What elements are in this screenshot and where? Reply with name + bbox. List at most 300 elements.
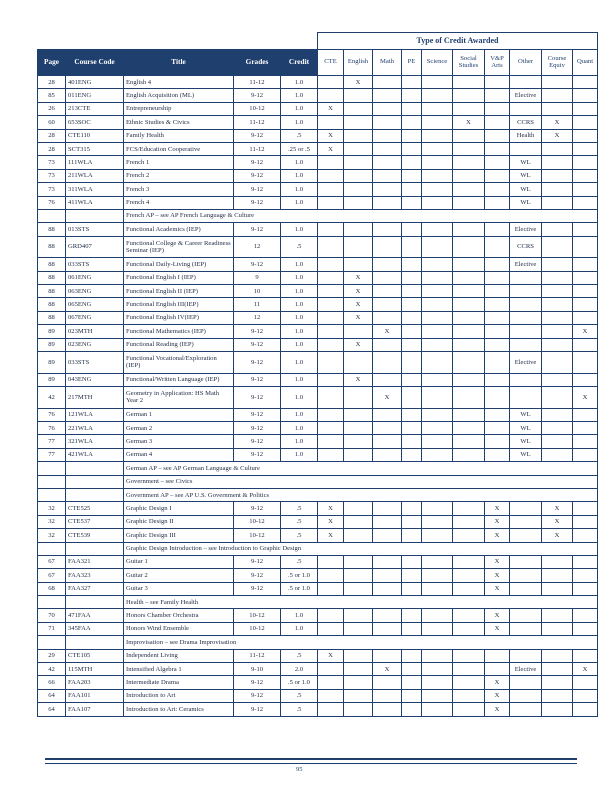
credit-mark-science bbox=[422, 258, 453, 271]
credit-mark-pe bbox=[402, 421, 422, 434]
title-cell: Functional English III(IEP) bbox=[124, 298, 234, 311]
title-cell: French 4 bbox=[124, 196, 234, 209]
table-row bbox=[38, 325, 598, 338]
credit-mark-quant bbox=[573, 223, 598, 236]
course-code-cell: CTE105 bbox=[66, 649, 124, 662]
credit-mark-math bbox=[373, 448, 402, 461]
credit-mark-cte bbox=[318, 676, 344, 689]
credit-mark-quant bbox=[573, 689, 598, 702]
credit-mark-pe bbox=[402, 622, 422, 635]
credit-mark-cte bbox=[318, 555, 344, 568]
title-cell: Guitar 3 bbox=[124, 582, 234, 595]
table-row bbox=[38, 515, 598, 528]
credit-mark-cte bbox=[318, 582, 344, 595]
empty-cell bbox=[38, 488, 66, 501]
credit-mark-v-p-arts bbox=[485, 169, 510, 182]
title-cell: Entrepreneurship bbox=[124, 102, 234, 115]
credit-cell: .5 bbox=[281, 703, 318, 716]
credit-mark-quant bbox=[573, 529, 598, 542]
credit-mark-science bbox=[422, 502, 453, 515]
credit-mark-course-equiv bbox=[542, 387, 573, 409]
credit-mark-v-p-arts bbox=[485, 142, 510, 155]
credit-mark-quant bbox=[573, 448, 598, 461]
credit-mark-v-p-arts bbox=[485, 223, 510, 236]
credit-mark-math bbox=[373, 76, 402, 89]
credit-mark-math bbox=[373, 285, 402, 298]
title-cell: French 2 bbox=[124, 169, 234, 182]
credit-mark-english bbox=[344, 689, 373, 702]
credit-mark-other bbox=[510, 311, 542, 324]
credit-mark-quant bbox=[573, 271, 598, 284]
credit-mark-other bbox=[510, 102, 542, 115]
credit-mark-social-studies bbox=[453, 515, 485, 528]
credit-mark-v-p-arts: X bbox=[485, 515, 510, 528]
credit-mark-cte bbox=[318, 76, 344, 89]
credit-mark-quant bbox=[573, 298, 598, 311]
credit-cell: 1.0 bbox=[281, 325, 318, 338]
cross-reference-note: Government – see Civics bbox=[124, 475, 598, 488]
grades-cell: 9-12 bbox=[234, 582, 281, 595]
column-header-page: Page bbox=[38, 50, 66, 76]
credit-mark-course-equiv bbox=[542, 298, 573, 311]
credit-mark-science bbox=[422, 338, 453, 351]
credit-mark-course-equiv bbox=[542, 223, 573, 236]
credit-mark-science bbox=[422, 298, 453, 311]
page-cell: 88 bbox=[38, 258, 66, 271]
credit-mark-cte: X bbox=[318, 529, 344, 542]
credit-mark-v-p-arts: X bbox=[485, 622, 510, 635]
cross-reference-row bbox=[38, 475, 598, 488]
table-row bbox=[38, 298, 598, 311]
credit-mark-other: WL bbox=[510, 435, 542, 448]
credit-mark-science bbox=[422, 129, 453, 142]
credit-mark-social-studies bbox=[453, 338, 485, 351]
page-cell: 66 bbox=[38, 676, 66, 689]
credit-mark-cte bbox=[318, 236, 344, 258]
credit-mark-science bbox=[422, 102, 453, 115]
credit-mark-quant bbox=[573, 196, 598, 209]
credit-mark-math bbox=[373, 408, 402, 421]
credit-cell: .5 bbox=[281, 502, 318, 515]
credit-mark-quant bbox=[573, 169, 598, 182]
credit-mark-v-p-arts bbox=[485, 183, 510, 196]
credit-mark-pe bbox=[402, 448, 422, 461]
credit-mark-english: X bbox=[344, 271, 373, 284]
credit-mark-course-equiv bbox=[542, 663, 573, 676]
credit-cell: 1.0 bbox=[281, 183, 318, 196]
credit-mark-science bbox=[422, 156, 453, 169]
credit-mark-english bbox=[344, 529, 373, 542]
credit-cell: 1.0 bbox=[281, 196, 318, 209]
table-row bbox=[38, 649, 598, 662]
grades-cell: 9-12 bbox=[234, 703, 281, 716]
grades-cell: 9-12 bbox=[234, 387, 281, 409]
credit-mark-v-p-arts bbox=[485, 285, 510, 298]
cross-reference-row bbox=[38, 488, 598, 501]
title-cell: Functional College & Career Readiness Seminar (IEP) bbox=[124, 236, 234, 258]
credit-mark-math bbox=[373, 373, 402, 386]
grades-cell: 9 bbox=[234, 271, 281, 284]
credit-mark-v-p-arts bbox=[485, 102, 510, 115]
empty-cell bbox=[38, 209, 66, 222]
credit-mark-cte bbox=[318, 663, 344, 676]
credit-mark-pe bbox=[402, 373, 422, 386]
grades-cell: 10 bbox=[234, 285, 281, 298]
credit-mark-english bbox=[344, 622, 373, 635]
grades-cell: 9-12 bbox=[234, 555, 281, 568]
credit-mark-science bbox=[422, 116, 453, 129]
credit-mark-course-equiv: X bbox=[542, 529, 573, 542]
cross-reference-note: French AP – see AP French Language & Culture bbox=[124, 209, 598, 222]
credit-mark-cte: X bbox=[318, 129, 344, 142]
credit-mark-english bbox=[344, 183, 373, 196]
credit-mark-pe bbox=[402, 223, 422, 236]
table-row bbox=[38, 196, 598, 209]
credit-mark-english bbox=[344, 387, 373, 409]
credit-mark-cte bbox=[318, 689, 344, 702]
credit-mark-v-p-arts: X bbox=[485, 555, 510, 568]
credit-mark-cte bbox=[318, 373, 344, 386]
credit-mark-english bbox=[344, 258, 373, 271]
credit-mark-quant bbox=[573, 676, 598, 689]
credit-mark-social-studies bbox=[453, 663, 485, 676]
credit-mark-english bbox=[344, 515, 373, 528]
grades-cell: 11-12 bbox=[234, 116, 281, 129]
credit-cell: 1.0 bbox=[281, 223, 318, 236]
credit-mark-english bbox=[344, 502, 373, 515]
title-cell: German 2 bbox=[124, 421, 234, 434]
credit-type-header-science: Science bbox=[422, 50, 453, 76]
page-cell: 88 bbox=[38, 285, 66, 298]
credit-mark-v-p-arts bbox=[485, 352, 510, 374]
table-row bbox=[38, 582, 598, 595]
credit-mark-v-p-arts: X bbox=[485, 502, 510, 515]
grades-cell: 10-12 bbox=[234, 515, 281, 528]
credit-cell: .5 bbox=[281, 555, 318, 568]
credit-mark-social-studies bbox=[453, 689, 485, 702]
page-cell: 32 bbox=[38, 515, 66, 528]
table-row bbox=[38, 169, 598, 182]
credit-mark-quant: X bbox=[573, 325, 598, 338]
credit-mark-course-equiv bbox=[542, 676, 573, 689]
credit-mark-other bbox=[510, 689, 542, 702]
credit-mark-science bbox=[422, 89, 453, 102]
credit-mark-v-p-arts bbox=[485, 76, 510, 89]
credit-mark-cte bbox=[318, 271, 344, 284]
grades-cell: 9-12 bbox=[234, 421, 281, 434]
title-cell: Graphic Design I bbox=[124, 502, 234, 515]
credit-mark-v-p-arts bbox=[485, 373, 510, 386]
credit-mark-other: Elective bbox=[510, 258, 542, 271]
table-row bbox=[38, 116, 598, 129]
credit-type-header-v-p-arts: V&P Arts bbox=[485, 50, 510, 76]
credit-mark-quant bbox=[573, 116, 598, 129]
grades-cell: 9-12 bbox=[234, 223, 281, 236]
credit-mark-english: X bbox=[344, 373, 373, 386]
page-cell: 76 bbox=[38, 408, 66, 421]
grades-cell: 10-12 bbox=[234, 622, 281, 635]
course-code-cell: 211WLA bbox=[66, 169, 124, 182]
title-cell: Graphic Design III bbox=[124, 529, 234, 542]
credit-mark-social-studies bbox=[453, 183, 485, 196]
page-cell: 88 bbox=[38, 311, 66, 324]
credit-mark-v-p-arts bbox=[485, 311, 510, 324]
credit-mark-cte bbox=[318, 89, 344, 102]
credit-mark-pe bbox=[402, 142, 422, 155]
credit-mark-math bbox=[373, 703, 402, 716]
title-cell: English Acquisition (ML) bbox=[124, 89, 234, 102]
credit-mark-other bbox=[510, 622, 542, 635]
credit-mark-other: WL bbox=[510, 169, 542, 182]
credit-cell: 1.0 bbox=[281, 169, 318, 182]
empty-cell bbox=[66, 636, 124, 649]
credit-mark-math bbox=[373, 129, 402, 142]
table-row bbox=[38, 529, 598, 542]
credit-mark-quant bbox=[573, 373, 598, 386]
credit-mark-math bbox=[373, 89, 402, 102]
credit-mark-science bbox=[422, 352, 453, 374]
course-code-cell: 421WLA bbox=[66, 448, 124, 461]
credit-mark-social-studies bbox=[453, 703, 485, 716]
credit-mark-science bbox=[422, 76, 453, 89]
credit-mark-course-equiv bbox=[542, 609, 573, 622]
credit-mark-pe bbox=[402, 502, 422, 515]
credit-mark-cte bbox=[318, 421, 344, 434]
credit-mark-course-equiv bbox=[542, 183, 573, 196]
credit-mark-course-equiv bbox=[542, 582, 573, 595]
credit-mark-course-equiv: X bbox=[542, 515, 573, 528]
page-cell: 77 bbox=[38, 448, 66, 461]
grades-cell: 9-12 bbox=[234, 169, 281, 182]
credit-mark-pe bbox=[402, 338, 422, 351]
credit-mark-science bbox=[422, 649, 453, 662]
credit-mark-other: Elective bbox=[510, 352, 542, 374]
credit-mark-social-studies bbox=[453, 102, 485, 115]
credit-mark-other bbox=[510, 338, 542, 351]
grades-cell: 9-12 bbox=[234, 352, 281, 374]
credit-mark-course-equiv bbox=[542, 311, 573, 324]
credit-mark-course-equiv bbox=[542, 196, 573, 209]
credit-mark-v-p-arts bbox=[485, 89, 510, 102]
credit-mark-social-studies bbox=[453, 609, 485, 622]
course-code-cell: 401ENG bbox=[66, 76, 124, 89]
table-row bbox=[38, 569, 598, 582]
course-code-cell: 011ENG bbox=[66, 89, 124, 102]
credit-mark-quant bbox=[573, 555, 598, 568]
credit-mark-social-studies bbox=[453, 76, 485, 89]
credit-mark-pe bbox=[402, 236, 422, 258]
page-cell: 42 bbox=[38, 387, 66, 409]
credit-mark-science bbox=[422, 142, 453, 155]
course-code-cell: 067ENG bbox=[66, 311, 124, 324]
credit-mark-v-p-arts: X bbox=[485, 569, 510, 582]
credit-mark-science bbox=[422, 196, 453, 209]
table-row bbox=[38, 676, 598, 689]
credit-mark-v-p-arts bbox=[485, 116, 510, 129]
course-code-cell: FAA327 bbox=[66, 582, 124, 595]
credit-mark-pe bbox=[402, 311, 422, 324]
credit-mark-other bbox=[510, 285, 542, 298]
empty-cell bbox=[38, 596, 66, 609]
credit-mark-english bbox=[344, 448, 373, 461]
credit-mark-cte bbox=[318, 169, 344, 182]
credit-cell: 1.0 bbox=[281, 116, 318, 129]
credit-mark-cte bbox=[318, 569, 344, 582]
credit-mark-english: X bbox=[344, 338, 373, 351]
column-header-course-code: Course Code bbox=[66, 50, 124, 76]
credit-mark-pe bbox=[402, 555, 422, 568]
title-cell: Guitar 1 bbox=[124, 555, 234, 568]
credit-mark-english bbox=[344, 196, 373, 209]
table-row bbox=[38, 663, 598, 676]
credit-mark-v-p-arts: X bbox=[485, 609, 510, 622]
credit-mark-science bbox=[422, 582, 453, 595]
title-cell: German 3 bbox=[124, 435, 234, 448]
credit-mark-quant bbox=[573, 142, 598, 155]
credit-mark-science bbox=[422, 223, 453, 236]
credit-mark-quant bbox=[573, 435, 598, 448]
credit-mark-pe bbox=[402, 285, 422, 298]
credit-mark-science bbox=[422, 689, 453, 702]
credit-cell: 1.0 bbox=[281, 387, 318, 409]
course-code-cell: SCT315 bbox=[66, 142, 124, 155]
credit-mark-english bbox=[344, 609, 373, 622]
credit-mark-quant bbox=[573, 703, 598, 716]
credit-mark-course-equiv bbox=[542, 622, 573, 635]
course-code-cell: CTE539 bbox=[66, 529, 124, 542]
credit-mark-pe bbox=[402, 352, 422, 374]
table-row bbox=[38, 373, 598, 386]
credit-mark-quant bbox=[573, 311, 598, 324]
credit-cell: 1.0 bbox=[281, 448, 318, 461]
credit-type-header-english: English bbox=[344, 50, 373, 76]
credit-cell: .5 or 1.0 bbox=[281, 676, 318, 689]
course-code-cell: 411WLA bbox=[66, 196, 124, 209]
title-cell: Intermediate Drama bbox=[124, 676, 234, 689]
credit-mark-pe bbox=[402, 663, 422, 676]
credit-mark-social-studies bbox=[453, 223, 485, 236]
cross-reference-note: Health – see Family Health bbox=[124, 596, 598, 609]
grades-cell: 10-12 bbox=[234, 529, 281, 542]
credit-mark-cte bbox=[318, 352, 344, 374]
credit-mark-pe bbox=[402, 156, 422, 169]
credit-mark-other bbox=[510, 387, 542, 409]
credit-mark-math bbox=[373, 102, 402, 115]
title-cell: Independent Living bbox=[124, 649, 234, 662]
credit-type-header-math: Math bbox=[373, 50, 402, 76]
course-code-cell: 033STS bbox=[66, 258, 124, 271]
credit-mark-cte: X bbox=[318, 515, 344, 528]
table-row bbox=[38, 387, 598, 409]
credit-mark-course-equiv bbox=[542, 236, 573, 258]
credit-mark-course-equiv bbox=[542, 325, 573, 338]
credit-mark-course-equiv bbox=[542, 258, 573, 271]
credit-mark-v-p-arts: X bbox=[485, 582, 510, 595]
empty-cell bbox=[38, 475, 66, 488]
credit-mark-math bbox=[373, 609, 402, 622]
credit-mark-course-equiv bbox=[542, 76, 573, 89]
table-row bbox=[38, 435, 598, 448]
credit-mark-social-studies bbox=[453, 502, 485, 515]
grades-cell: 11-12 bbox=[234, 142, 281, 155]
table-row bbox=[38, 236, 598, 258]
credit-mark-english bbox=[344, 129, 373, 142]
cross-reference-note: German AP – see AP German Language & Culture bbox=[124, 462, 598, 475]
footer-rule bbox=[45, 758, 577, 764]
credit-cell: .25 or .5 bbox=[281, 142, 318, 155]
page-cell: 42 bbox=[38, 663, 66, 676]
course-code-cell: 471FAA bbox=[66, 609, 124, 622]
page-cell: 28 bbox=[38, 76, 66, 89]
credit-mark-other: Elective bbox=[510, 663, 542, 676]
credit-mark-course-equiv: X bbox=[542, 116, 573, 129]
credit-mark-english bbox=[344, 223, 373, 236]
page-cell: 89 bbox=[38, 373, 66, 386]
credit-mark-other bbox=[510, 529, 542, 542]
credit-mark-other: WL bbox=[510, 448, 542, 461]
credit-mark-pe bbox=[402, 689, 422, 702]
credit-mark-pe bbox=[402, 325, 422, 338]
course-code-cell: 321WLA bbox=[66, 435, 124, 448]
page-cell: 29 bbox=[38, 649, 66, 662]
credit-cell: 1.0 bbox=[281, 421, 318, 434]
credit-mark-math bbox=[373, 352, 402, 374]
credit-mark-quant bbox=[573, 421, 598, 434]
credit-mark-v-p-arts bbox=[485, 236, 510, 258]
credit-type-header-course-equiv: Course Equiv bbox=[542, 50, 573, 76]
cross-reference-note: Improvisation – see Drama Improvisation bbox=[124, 636, 598, 649]
credit-mark-social-studies bbox=[453, 676, 485, 689]
page-cell: 70 bbox=[38, 609, 66, 622]
title-cell: Functional Mathematics (IEP) bbox=[124, 325, 234, 338]
cross-reference-note: Government AP – see AP U.S. Government & Politics bbox=[124, 488, 598, 501]
credit-mark-quant bbox=[573, 582, 598, 595]
credit-mark-social-studies bbox=[453, 569, 485, 582]
grades-cell: 9-12 bbox=[234, 408, 281, 421]
table-row bbox=[38, 285, 598, 298]
grades-cell: 9-12 bbox=[234, 258, 281, 271]
page-cell: 26 bbox=[38, 102, 66, 115]
credit-type-header-pe: PE bbox=[402, 50, 422, 76]
header-spacer bbox=[38, 33, 318, 50]
credit-mark-other: WL bbox=[510, 196, 542, 209]
empty-cell bbox=[66, 462, 124, 475]
title-cell: Intensified Algebra 1 bbox=[124, 663, 234, 676]
credit-mark-science bbox=[422, 448, 453, 461]
table-row bbox=[38, 156, 598, 169]
credit-mark-other bbox=[510, 325, 542, 338]
credit-mark-pe bbox=[402, 76, 422, 89]
credit-mark-english bbox=[344, 116, 373, 129]
credit-mark-science bbox=[422, 529, 453, 542]
title-cell: FCS/Education Cooperative bbox=[124, 142, 234, 155]
course-code-cell: 213CTE bbox=[66, 102, 124, 115]
credit-mark-english bbox=[344, 582, 373, 595]
credit-mark-english: X bbox=[344, 298, 373, 311]
credit-mark-pe bbox=[402, 298, 422, 311]
credit-mark-quant bbox=[573, 515, 598, 528]
credit-mark-course-equiv bbox=[542, 142, 573, 155]
credit-cell: 1.0 bbox=[281, 373, 318, 386]
credit-mark-quant bbox=[573, 183, 598, 196]
credit-mark-other bbox=[510, 649, 542, 662]
credit-mark-science bbox=[422, 183, 453, 196]
credit-mark-cte bbox=[318, 609, 344, 622]
credit-mark-math bbox=[373, 689, 402, 702]
credit-mark-pe bbox=[402, 649, 422, 662]
credit-mark-quant bbox=[573, 285, 598, 298]
credit-mark-english bbox=[344, 325, 373, 338]
